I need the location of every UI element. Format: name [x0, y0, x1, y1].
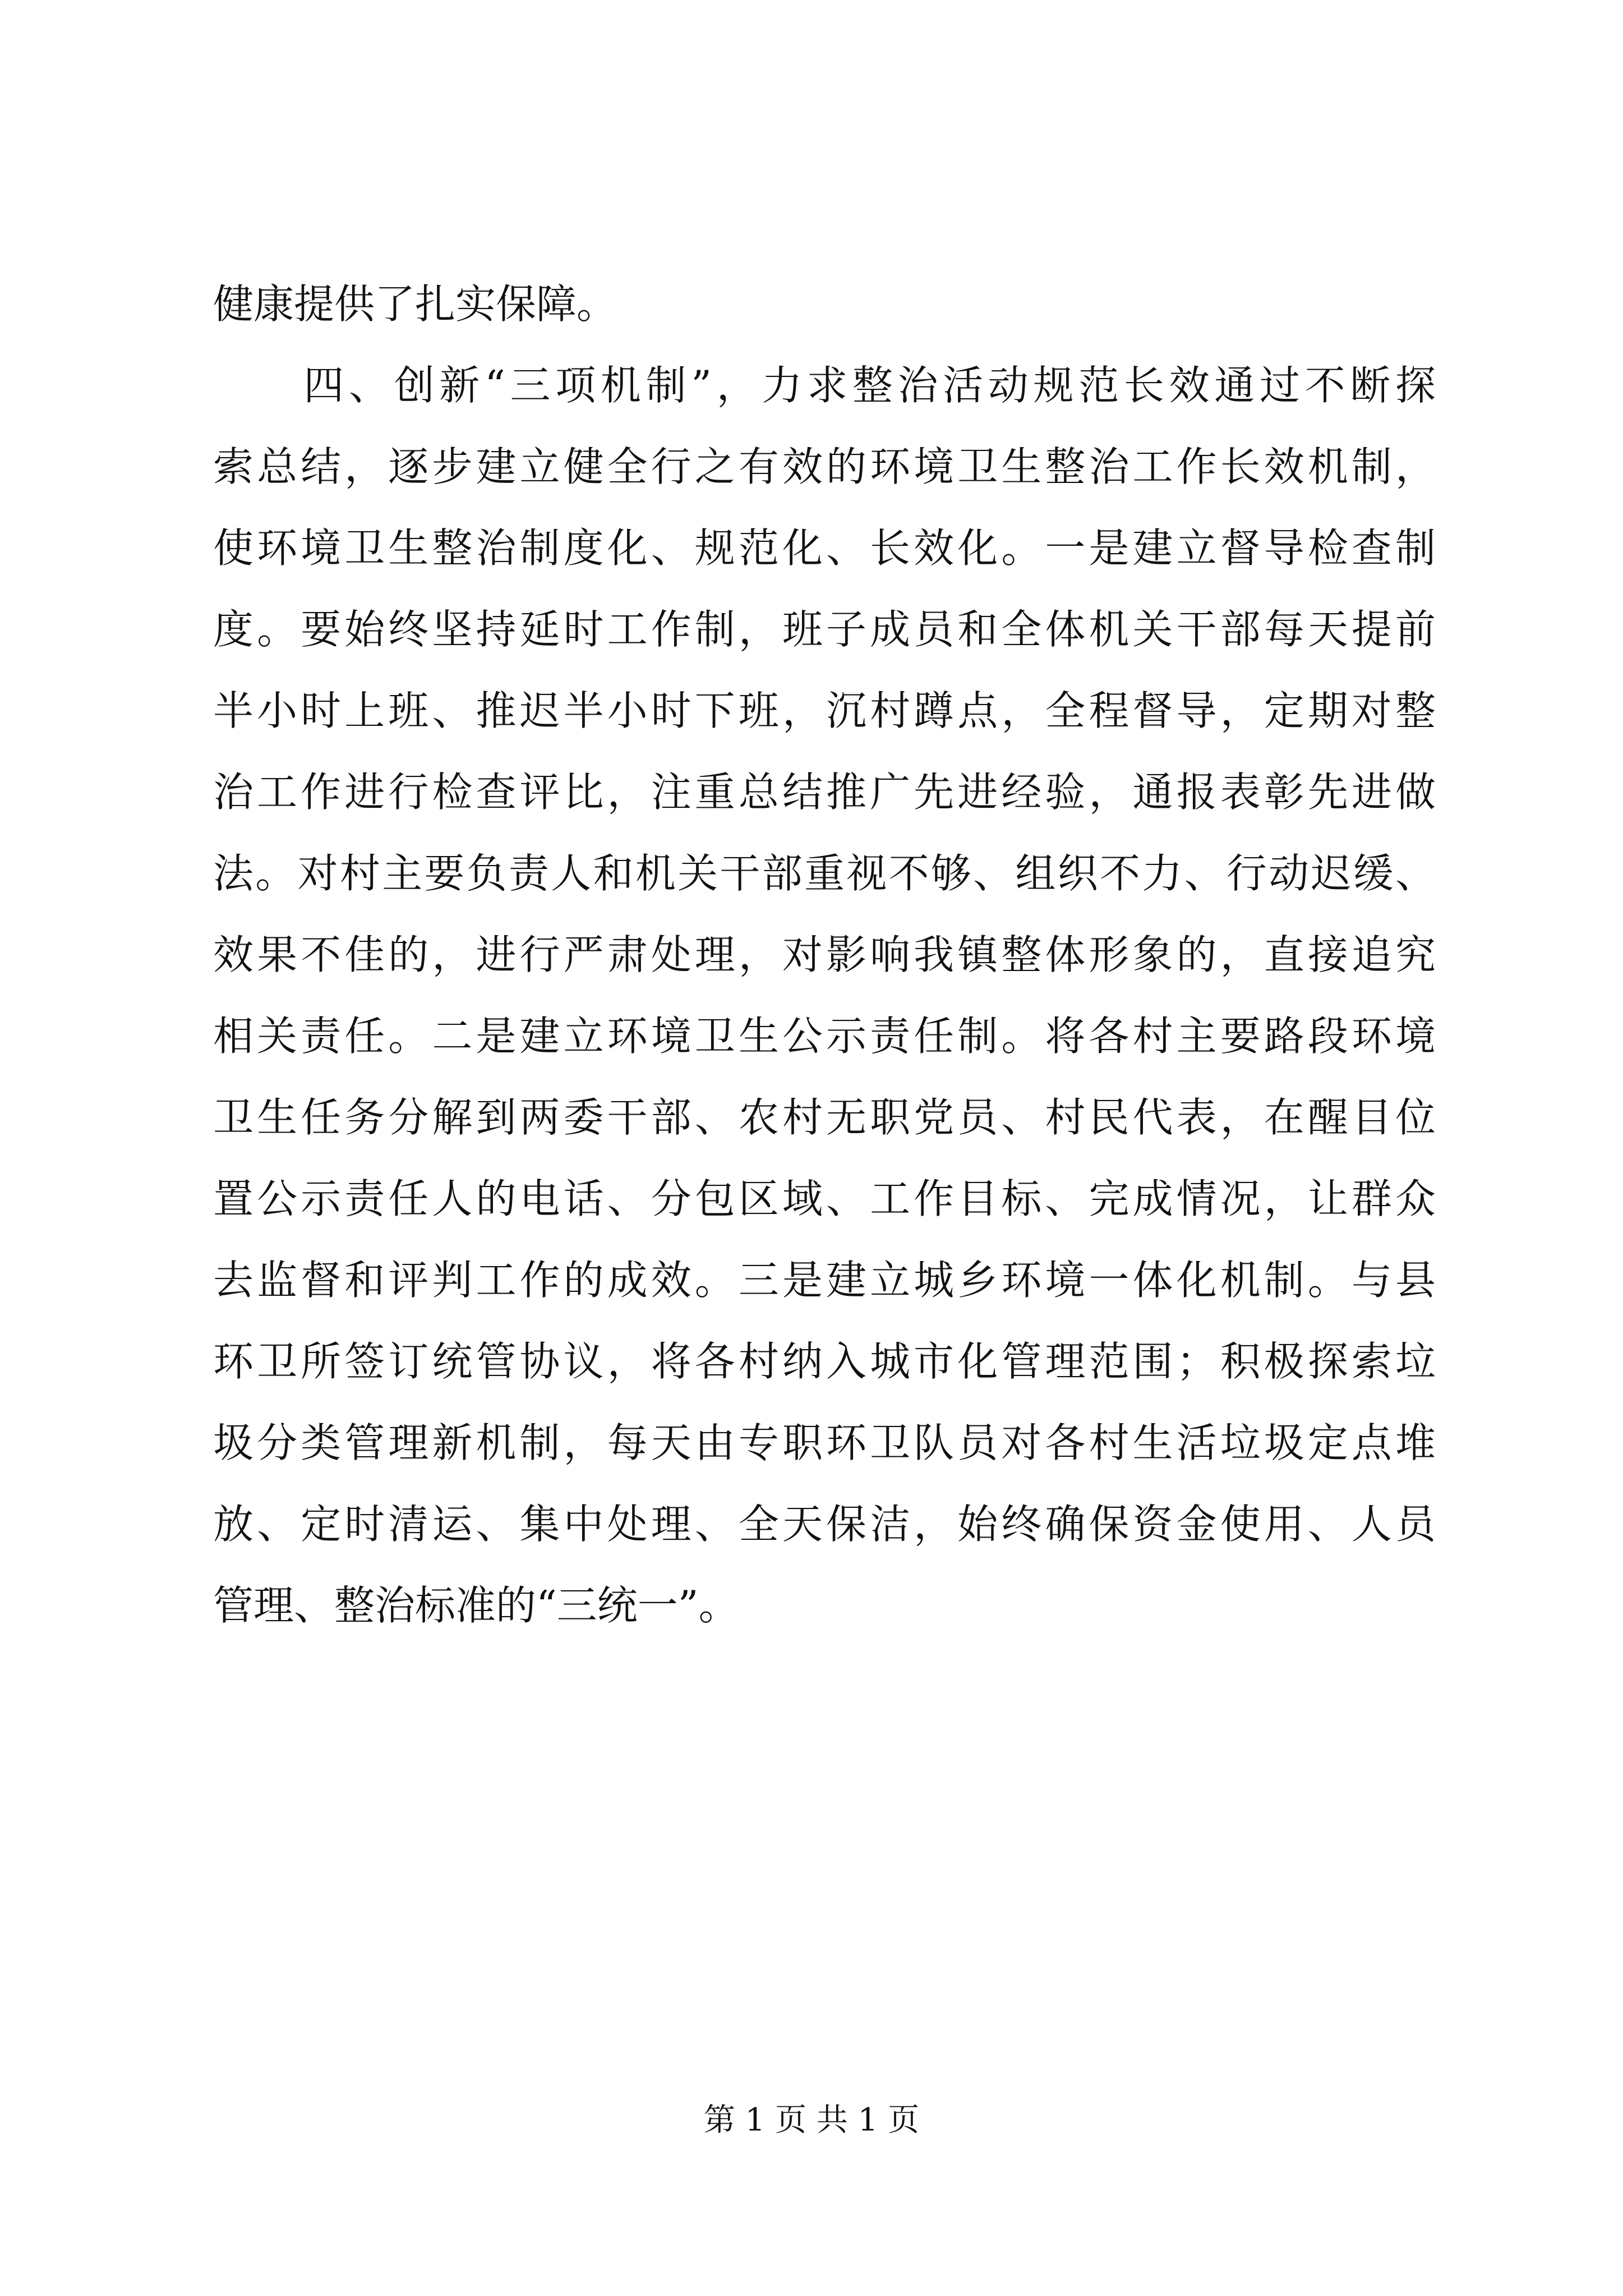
- paragraph-line: 度。要始终坚持延时工作制，班子成员和全体机关干部每天提前: [213, 606, 1436, 653]
- paragraph-line: 去监督和评判工作的成效。三是建立城乡环境一体化机制。与县: [213, 1257, 1436, 1304]
- paragraph-line: 环卫所签订统管协议，将各村纳入城市化管理范围；积极探索垃: [213, 1338, 1436, 1385]
- page-number-footer: 第 1 页 共 1 页: [703, 2102, 920, 2138]
- paragraph-line: 法。对村主要负责人和机关干部重视不够、组织不力、行动迟缓、: [213, 850, 1436, 897]
- paragraph-line: 卫生任务分解到两委干部、农村无职党员、村民代表，在醒目位: [213, 1094, 1436, 1141]
- document-body: [213, 264, 1436, 1646]
- paragraph-line: 相关责任。二是建立环境卫生公示责任制。将各村主要路段环境: [213, 1013, 1436, 1060]
- paragraph-line: 管理、整治标准的“三统一”。: [213, 1582, 739, 1629]
- paragraph-line: 放、定时清运、集中处理、全天保洁，始终确保资金使用、人员: [213, 1501, 1436, 1548]
- paragraph-line: 四、创新“三项机制”，力求整治活动规范长效通过不断探: [213, 362, 1436, 409]
- paragraph-line: 使环境卫生整治制度化、规范化、长效化。一是建立督导检查制: [213, 524, 1436, 572]
- paragraph-line: 置公示责任人的电话、分包区域、工作目标、完成情况，让群众: [213, 1175, 1436, 1222]
- paragraph-line: 索总结，逐步建立健全行之有效的环境卫生整治工作长效机制，: [213, 443, 1436, 490]
- paragraph-line: 治工作进行检查评比，注重总结推广先进经验，通报表彰先进做: [213, 769, 1436, 816]
- paragraph-line: 半小时上班、推迟半小时下班，沉村蹲点，全程督导，定期对整: [213, 687, 1436, 734]
- paragraph-line: 效果不佳的，进行严肃处理，对影响我镇整体形象的，直接追究: [213, 931, 1436, 978]
- paragraph-line: 圾分类管理新机制，每天由专职环卫队员对各村生活垃圾定点堆: [213, 1419, 1436, 1466]
- paragraph-line: 健康提供了扎实保障。: [213, 280, 617, 328]
